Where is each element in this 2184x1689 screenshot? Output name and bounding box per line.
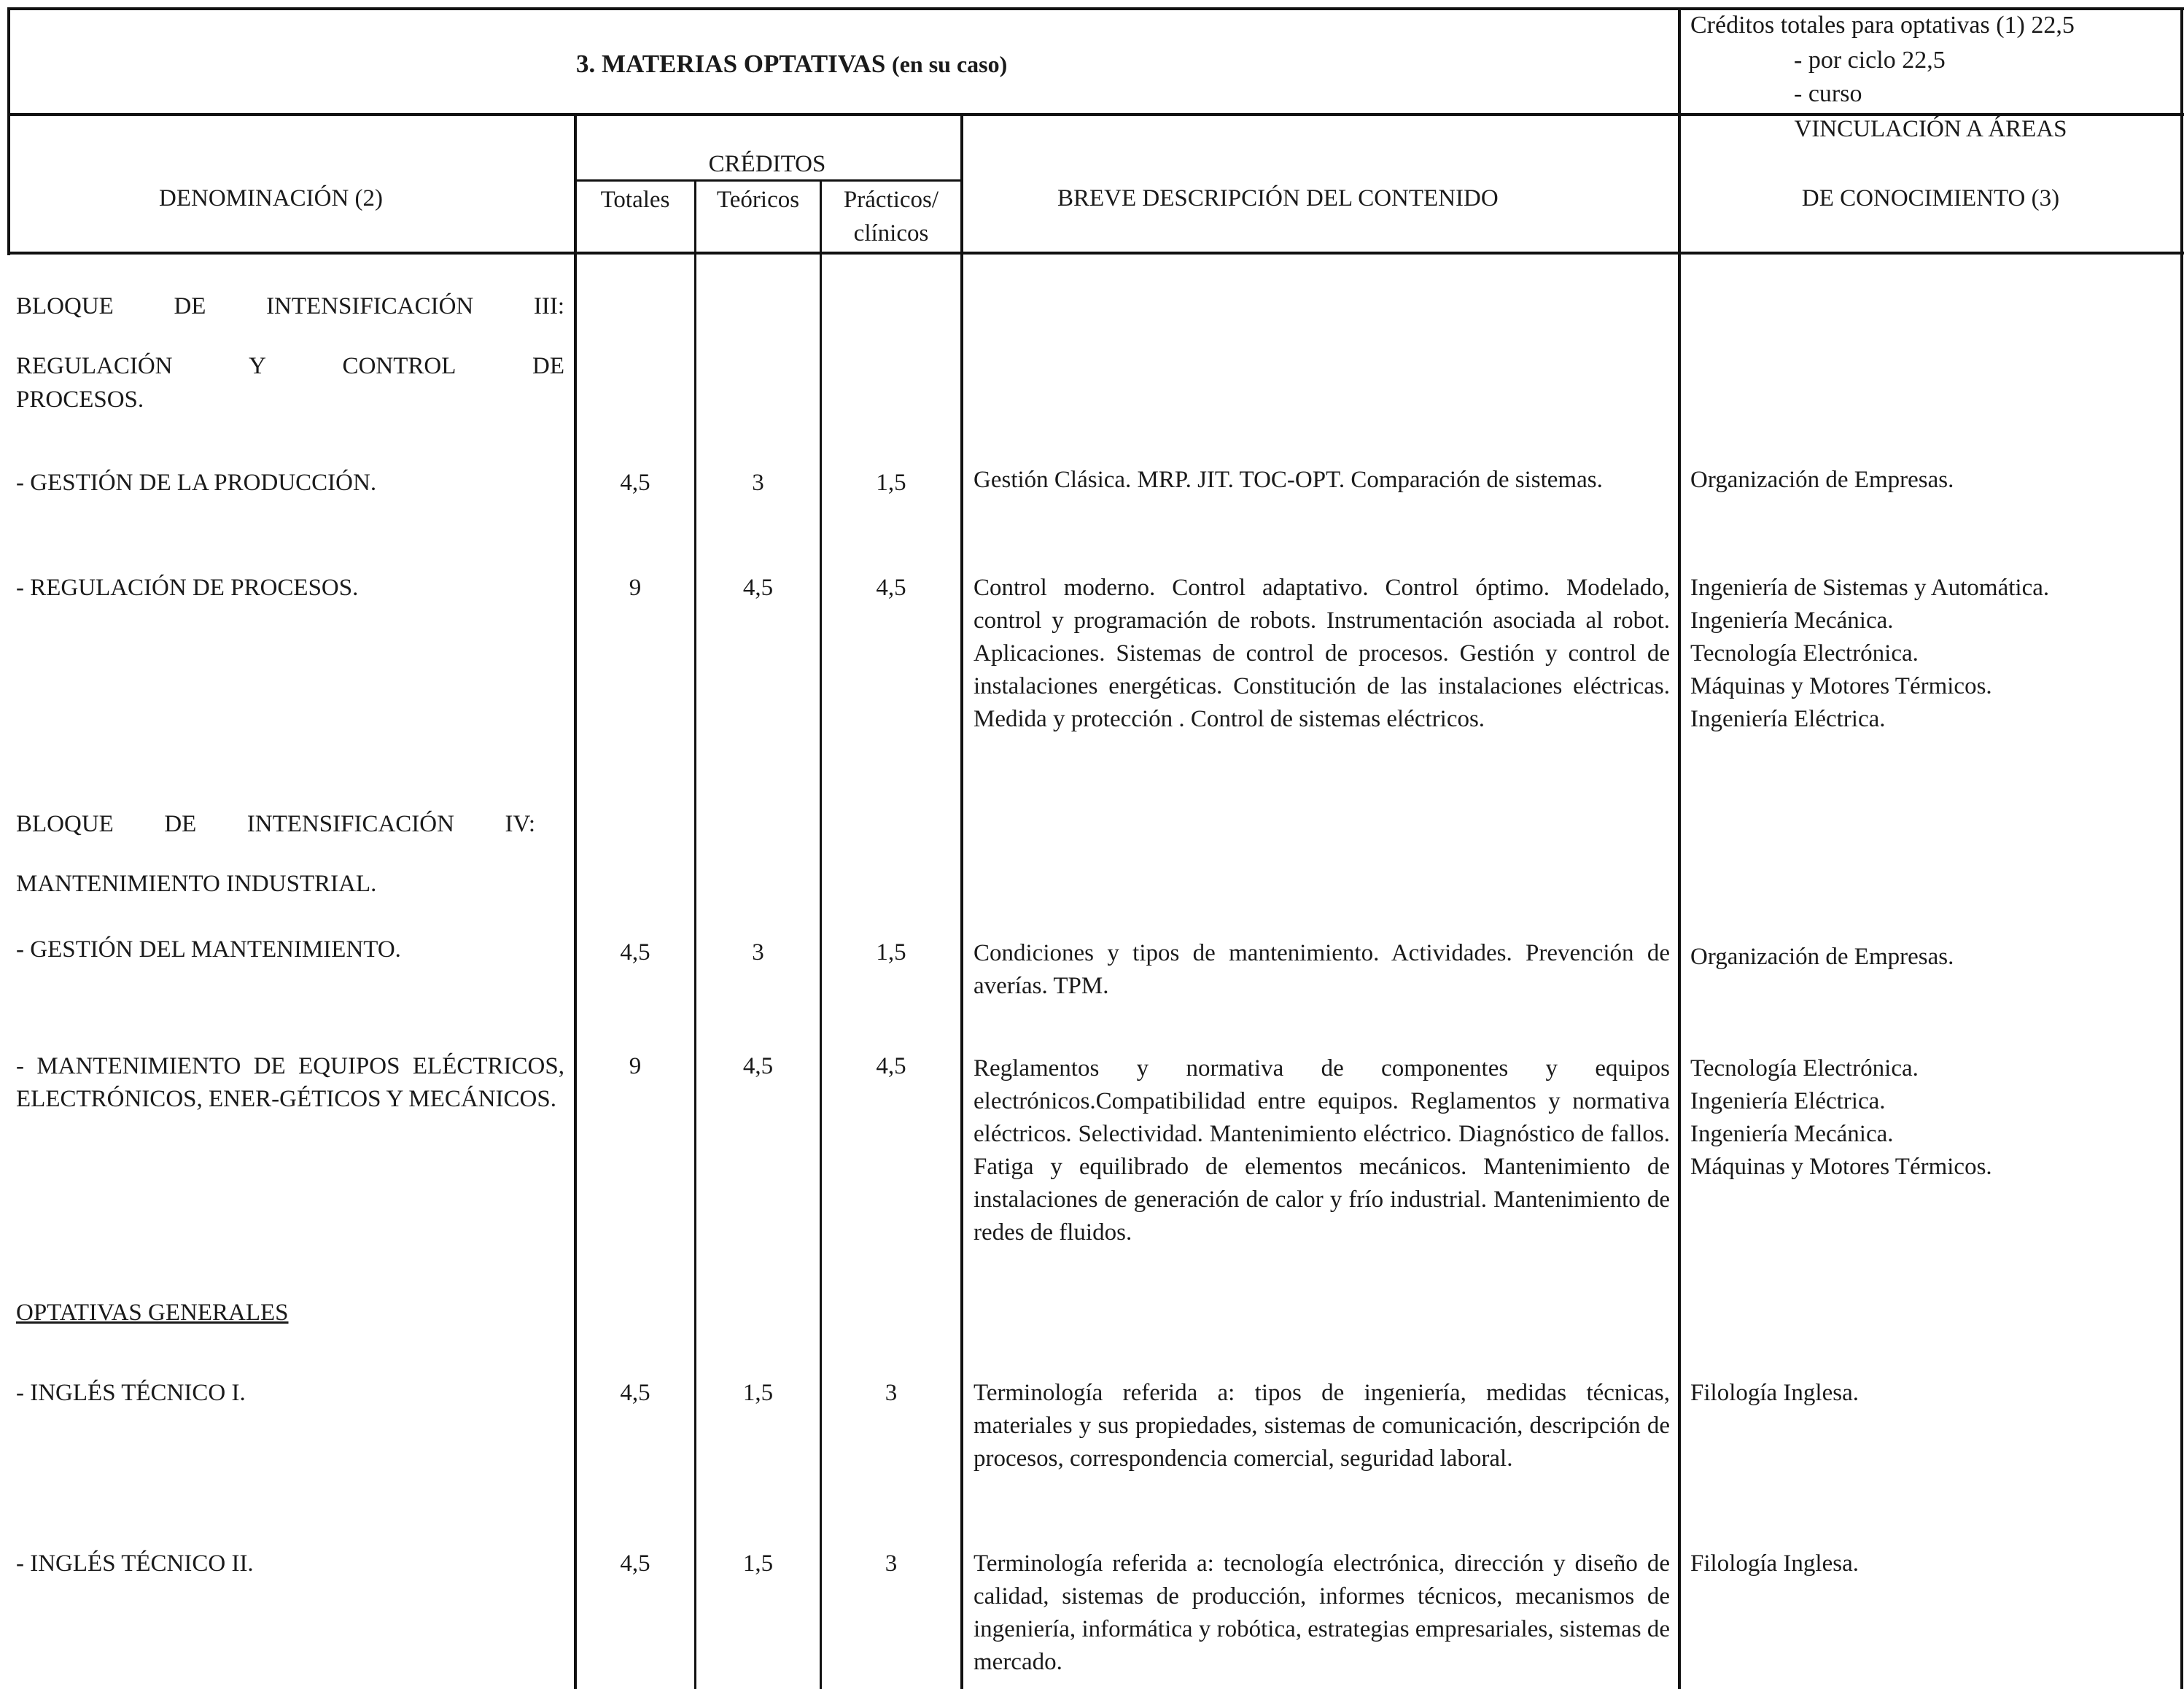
row-practicos: 4,5 (876, 1053, 906, 1079)
row-description: Terminología referida a: tipos de ingeniería, medidas técnicas, materiales y sus propiedades, sistemas de comunicación, descripción de procesos, correspondencia comercial, seguridad laboral. (974, 1380, 1670, 1472)
row-teoricos: 4,5 (742, 1053, 774, 1079)
row-description: Control moderno. Control adaptativo. Control óptimo. Modelado, control y programación de robots. Instrumentación asociada al robot. Aplicaciones. Sistemas de control de procesos. Gestión y control de instalaciones energéticas. Constitución de las instalaciones eléctricas. Medida y protección . Control de sistemas eléctricos. (974, 575, 1670, 732)
row-description: Condiciones y tipos de mantenimiento. Actividades. Prevención de averías. TPM. (974, 940, 1670, 999)
row-areas (1690, 941, 1954, 974)
block-iii-subtitle-2: PROCESOS. (16, 387, 144, 413)
column-header-totales: Totales (600, 187, 670, 213)
block-iii-title-text: BLOQUE DE INTENSIFICACIÓN III: (16, 293, 564, 319)
row-teoricos: 3 (752, 939, 764, 966)
area-item: Filología Inglesa. (1690, 1380, 1859, 1406)
section-title-suffix: (en su caso) (892, 51, 1008, 77)
row-areas (1690, 572, 2049, 736)
row-name: - MANTENIMIENTO DE EQUIPOS ELÉCTRICOS, ELECTRÓNICOS, ENER-GÉTICOS Y MECÁNICOS. (16, 1053, 564, 1112)
area-item: Máquinas y Motores Térmicos. (1690, 673, 1992, 699)
column-header-creditos: CRÉDITOS (708, 151, 826, 177)
credits-per-cycle: - por ciclo 22,5 (1794, 47, 1946, 74)
area-item: Organización de Empresas. (1690, 944, 1954, 970)
section-title-text: 3. MATERIAS OPTATIVAS (576, 50, 886, 78)
table-right-border (2180, 7, 2183, 1689)
row-areas (1690, 1377, 1859, 1410)
optativas-generales-heading: OPTATIVAS GENERALES (16, 1300, 289, 1326)
table-left-border (7, 7, 10, 255)
area-item: Máquinas y Motores Térmicos. (1690, 1154, 1992, 1180)
row-name: - INGLÉS TÉCNICO II. (16, 1550, 254, 1577)
credits-per-course: - curso (1794, 80, 1862, 107)
column-header-practicos: Prácticos/ (843, 187, 939, 213)
column-header-vinculacion-2: DE CONOCIMIENTO (3) (1801, 185, 2060, 211)
area-item: Organización de Empresas. (1690, 467, 1954, 493)
block-iv-title (16, 808, 535, 841)
row-practicos: 3 (885, 1380, 898, 1406)
row-totales: 9 (629, 1053, 642, 1079)
area-item: Tecnología Electrónica. (1690, 640, 1919, 667)
row-name: - REGULACIÓN DE PROCESOS. (16, 575, 359, 601)
area-item: Ingeniería Eléctrica. (1690, 1088, 1886, 1114)
area-item: Filología Inglesa. (1690, 1550, 1859, 1577)
credits-total-label: Créditos totales para optativas (1) 22,5 (1690, 12, 2075, 39)
row-totales: 4,5 (620, 939, 650, 966)
row-totales: 4,5 (620, 1550, 650, 1577)
section-title (576, 47, 1007, 81)
row-practicos: 1,5 (876, 470, 906, 496)
col-divider-teoricos (820, 179, 822, 1689)
area-item: Ingeniería Eléctrica. (1690, 706, 1886, 732)
row-practicos: 1,5 (876, 939, 906, 966)
column-header-teoricos: Teóricos (716, 187, 800, 213)
row-totales: 4,5 (620, 1380, 650, 1406)
area-item: Ingeniería Mecánica. (1690, 607, 1894, 634)
area-item: Tecnología Electrónica. (1690, 1055, 1919, 1082)
row-description: Terminología referida a: tecnología electrónica, dirección y diseño de calidad, sistemas de producción, informes técnicos, mecanismos de ingeniería, informática y robótica, estrategias empresariales, sistemas de mercado. (974, 1550, 1670, 1675)
area-item: Ingeniería de Sistemas y Automática. (1690, 575, 2050, 601)
row-description: Gestión Clásica. MRP. JIT. TOC-OPT. Comparación de sistemas. (974, 467, 1603, 493)
block-iii-subtitle-1 (16, 350, 564, 383)
block-iii-subtitle-text: REGULACIÓN Y CONTROL DE (16, 353, 564, 379)
row-description: Reglamentos y normativa de componentes y equipos electrónicos.Compatibilidad entre equipos. Reglamentos y normativa eléctricos. Selectividad. Mantenimiento eléctrico. Diagnóstico de fallos. Fatiga y equilibrado de elementos mecánicos. Mantenimiento de instalaciones de generación de calor y frío industrial. Mantenimiento de redes de fluidos. (974, 1055, 1670, 1246)
row-name: - GESTIÓN DEL MANTENIMIENTO. (16, 936, 401, 963)
row-teoricos: 1,5 (742, 1550, 774, 1577)
column-header-vinculacion-1: VINCULACIÓN A ÁREAS (1794, 116, 2067, 142)
block-iii-title (16, 290, 564, 323)
col-divider-practicos (960, 113, 963, 1689)
column-header-clinicos: clínicos (853, 220, 929, 246)
row-practicos: 3 (885, 1550, 898, 1577)
column-header-bottom-border (7, 252, 2184, 255)
row-name: - INGLÉS TÉCNICO I. (16, 1380, 246, 1406)
row-teoricos: 1,5 (742, 1380, 774, 1406)
row-areas (1690, 464, 1954, 497)
row-totales: 9 (629, 575, 642, 601)
row-teoricos: 3 (752, 470, 764, 496)
row-totales: 4,5 (620, 470, 650, 496)
row-practicos: 4,5 (876, 575, 906, 601)
block-iv-subtitle: MANTENIMIENTO INDUSTRIAL. (16, 871, 377, 897)
col-divider-totales (694, 179, 696, 1689)
row-name: - GESTIÓN DE LA PRODUCCIÓN. (16, 470, 377, 496)
row-areas (1690, 1548, 1859, 1580)
col-divider-descripcion (1678, 7, 1681, 1689)
row-areas (1690, 1052, 1992, 1184)
column-header-descripcion: BREVE DESCRIPCIÓN DEL CONTENIDO (1057, 185, 1499, 211)
area-item: Ingeniería Mecánica. (1690, 1121, 1894, 1147)
col-divider-denominacion (574, 113, 577, 1689)
column-header-denominacion: DENOMINACIÓN (2) (159, 185, 384, 211)
block-iv-title-text: BLOQUE DE INTENSIFICACIÓN IV: (16, 811, 535, 837)
row-teoricos: 4,5 (742, 575, 774, 601)
